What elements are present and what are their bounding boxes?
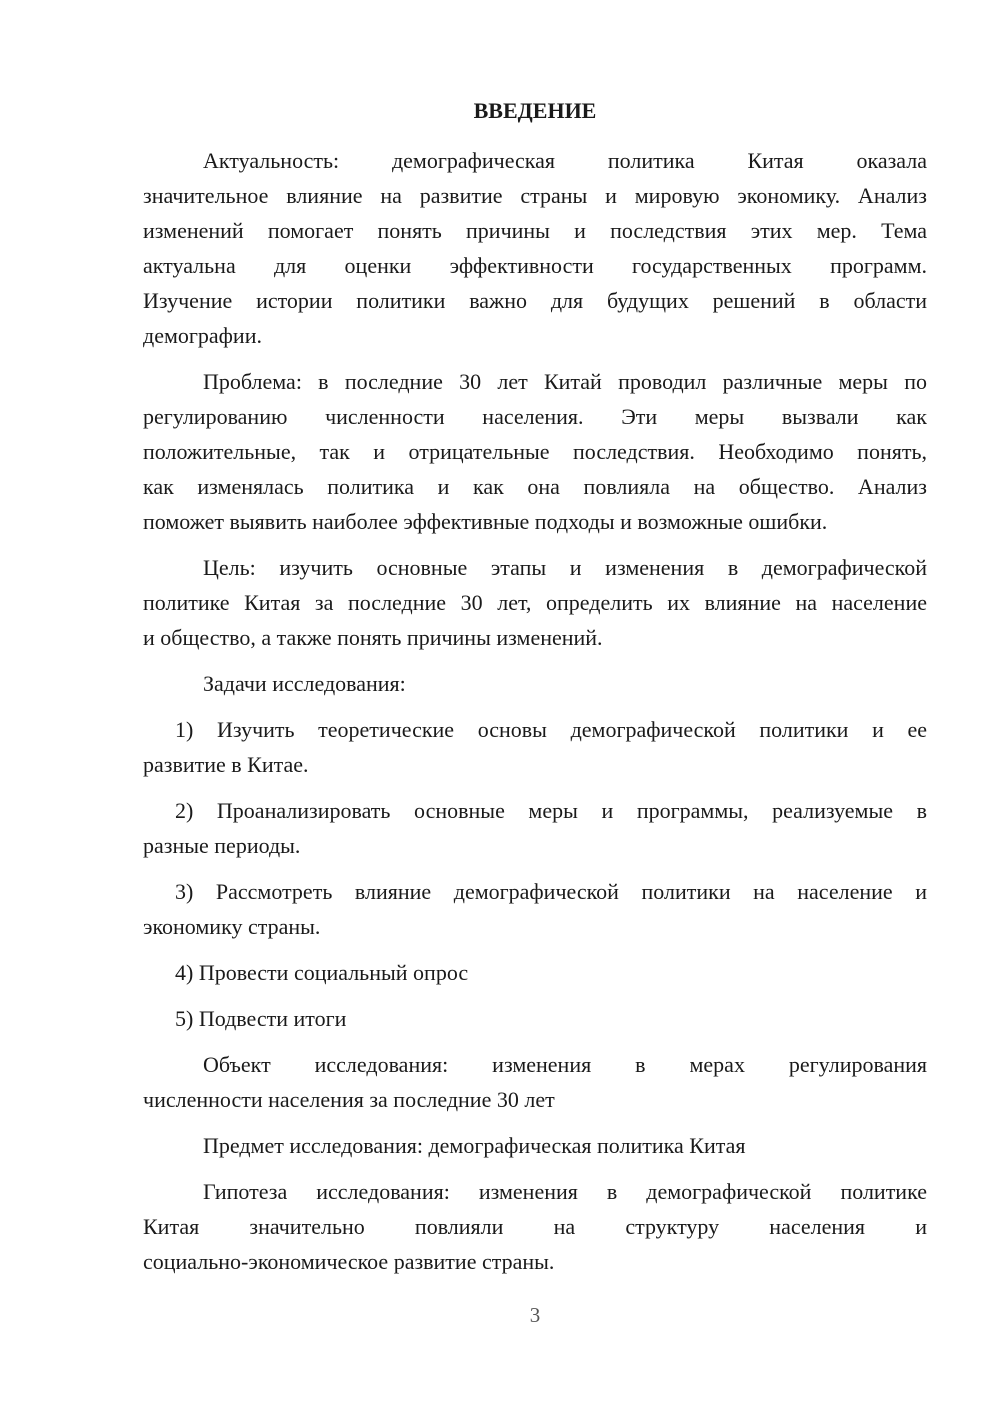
page-number: 3	[529, 1303, 541, 1327]
paragraph	[143, 1174, 927, 1279]
text-line: Китая значительно повлияли на структуру населения и	[143, 1214, 927, 1239]
text-line: как изменялась политика и как она повлияла на общество. Анализ	[143, 474, 927, 499]
text-line: Гипотеза исследования: изменения в демографической политике	[203, 1179, 927, 1204]
list-item	[143, 874, 927, 944]
text-line: 2) Проанализировать основные меры и программы, реализуемые в	[175, 798, 927, 823]
text-line: актуальна для оценки эффективности государственных программ.	[143, 253, 927, 278]
text-line: положительные, так и отрицательные последствия. Необходимо понять,	[143, 439, 927, 464]
text-line: поможет выявить наиболее эффективные подходы и возможные ошибки.	[143, 509, 828, 534]
list-item	[143, 793, 927, 863]
text-line: Объект исследования: изменения в мерах регулирования	[203, 1052, 927, 1077]
section-title: ВВЕДЕНИЕ	[473, 98, 597, 123]
text-line: 5) Подвести итоги	[175, 1006, 347, 1031]
paragraph	[143, 364, 927, 539]
text-line: социально-экономическое развитие страны.	[143, 1249, 555, 1274]
paragraph	[143, 550, 927, 655]
text-line: 1) Изучить теоретические основы демографической политики и ее	[175, 717, 927, 742]
text-line: разные периоды.	[143, 833, 301, 858]
text-line: значительное влияние на развитие страны и мировую экономику. Анализ	[143, 183, 927, 208]
text-line: Предмет исследования: демографическая политика Китая	[203, 1133, 746, 1158]
paragraph	[143, 143, 927, 353]
text-line: численности населения за последние 30 лет	[143, 1087, 555, 1112]
text-line: демографии.	[143, 323, 262, 348]
text-line: 4) Провести социальный опрос	[175, 960, 469, 985]
text-line: Проблема: в последние 30 лет Китай проводил различные меры по	[203, 369, 927, 394]
text-line: развитие в Китае.	[143, 752, 309, 777]
text-line: Цель: изучить основные этапы и изменения в демографической	[203, 555, 927, 580]
text-line: и общество, а также понять причины изменений.	[143, 625, 603, 650]
paragraph	[143, 666, 927, 701]
text-line: Актуальность: демографическая политика Китая оказала	[203, 148, 927, 173]
text-line: Изучение истории политики важно для будущих решений в области	[143, 288, 927, 313]
paragraph	[143, 1047, 927, 1117]
list-item	[143, 712, 927, 782]
text-line: Задачи исследования:	[203, 671, 406, 696]
paragraph	[143, 1128, 927, 1163]
text-line: регулированию численности населения. Эти меры вызвали как	[143, 404, 927, 429]
list-item	[143, 1001, 927, 1036]
text-line: экономику страны.	[143, 914, 321, 939]
text-line: политике Китая за последние 30 лет, определить их влияние на население	[143, 590, 927, 615]
list-item	[143, 955, 927, 990]
paragraphs	[143, 143, 927, 1279]
text-line: 3) Рассмотреть влияние демографической политики на население и	[175, 879, 927, 904]
document-body	[143, 93, 927, 1290]
text-line: изменений помогает понять причины и последствия этих мер. Тема	[143, 218, 927, 243]
